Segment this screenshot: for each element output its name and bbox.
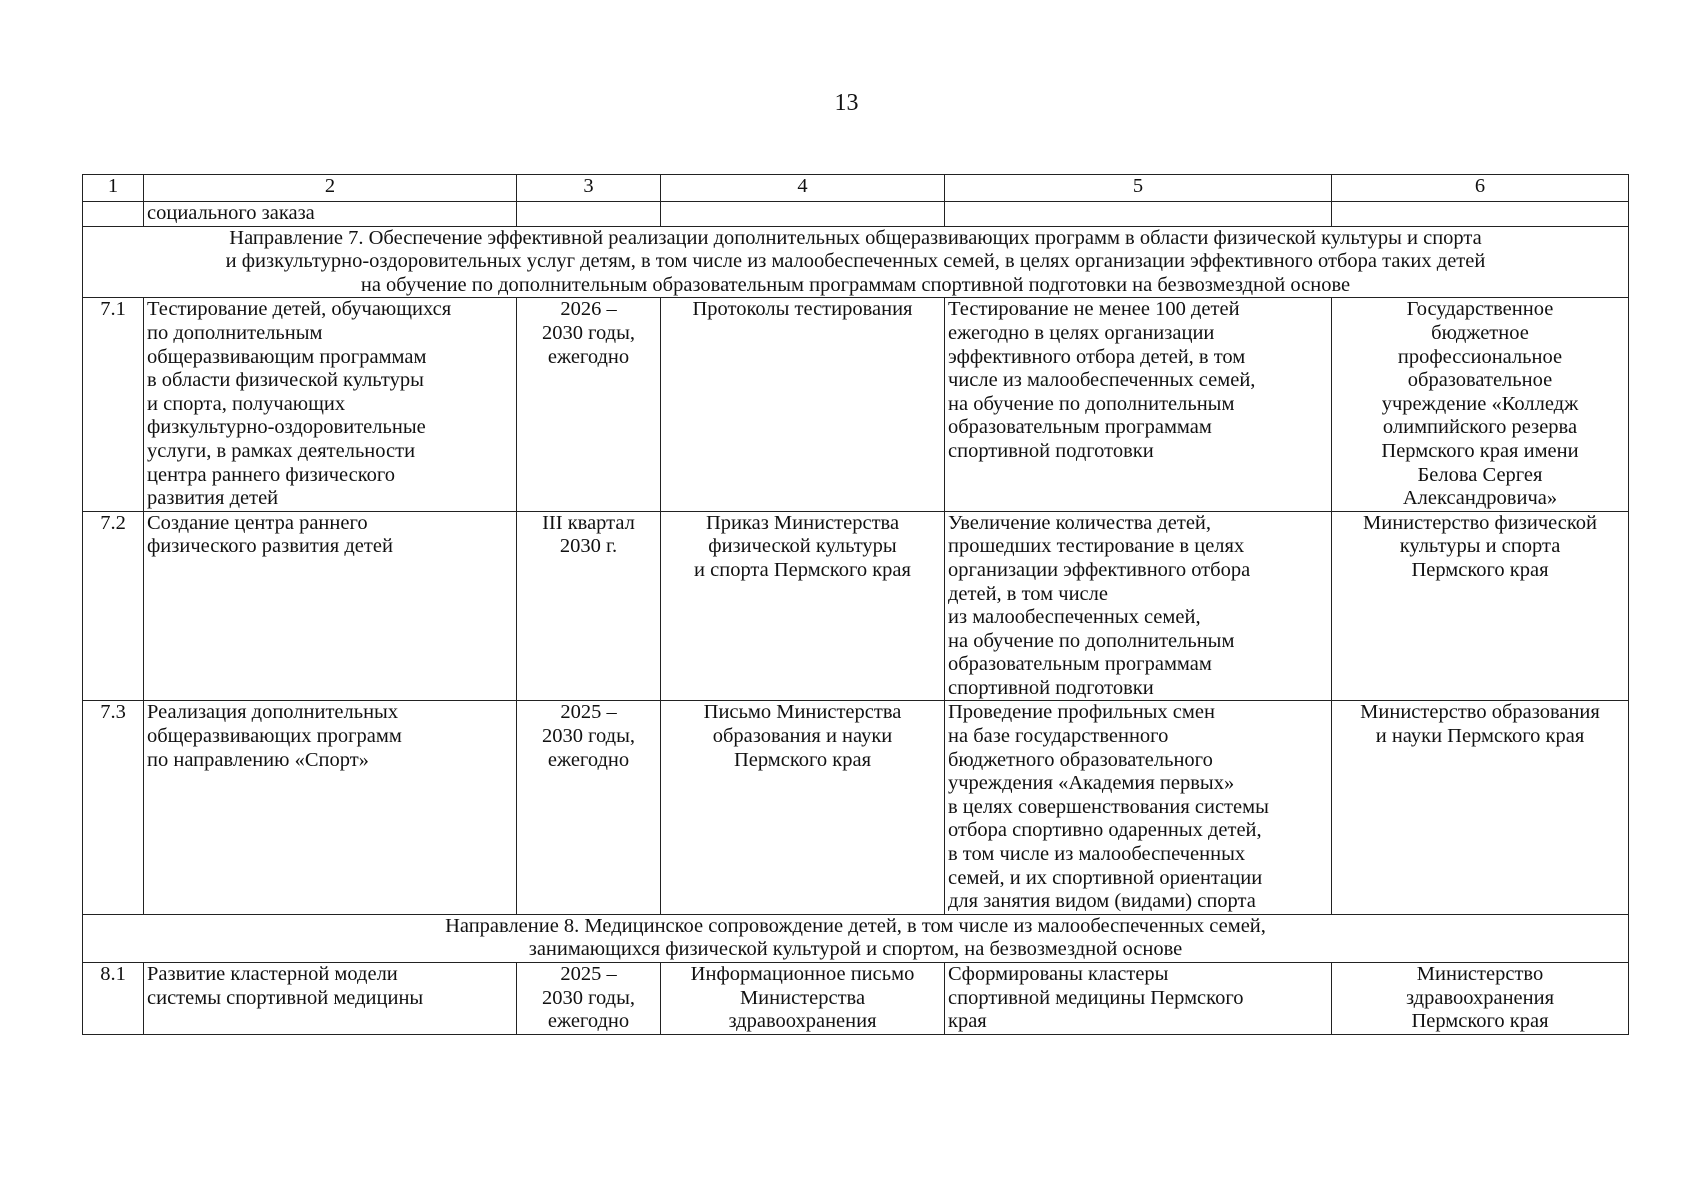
- column-number-1: 1: [83, 175, 144, 202]
- column-number-3: 3: [517, 175, 661, 202]
- period-cell: 2025 – 2030 годы, ежегодно: [517, 701, 661, 914]
- section-heading-direction-7: Направление 7. Обеспечение эффективной реализации дополнительных общеразвивающих программ в области физической культуры и спорта и физкультурно-оздоровительных услуг детям, в том числе из малообеспеченных семей, в целях организации эффективного отбора таких детей на обучение по дополнительным образовательным программам спортивной подготовки на безвозмездной основе: [83, 226, 1629, 298]
- result-cell: Увеличение количества детей, прошедших тестирование в целях организации эффективного отбора детей, в том числе из малообеспеченных семей, на обучение по дополнительным образовательным программам спортивной подготовки: [945, 511, 1332, 701]
- column-number-4: 4: [661, 175, 945, 202]
- row-number: 8.1: [83, 963, 144, 1035]
- document-cell: Протоколы тестирования: [661, 298, 945, 511]
- table-row: [83, 298, 1629, 511]
- document-cell: Информационное письмо Министерства здравоохранения: [661, 963, 945, 1035]
- responsible-cell: Государственное бюджетное профессиональное образовательное учреждение «Колледж олимпийского резерва Пермского края имени Белова Сергея Александровича»: [1332, 298, 1629, 511]
- section-heading-direction-8: Направление 8. Медицинское сопровождение детей, в том числе из малообеспеченных семей, занимающихся физической культурой и спортом, на безвозмездной основе: [83, 914, 1629, 962]
- table-row: [83, 701, 1629, 914]
- result-cell: Сформированы кластеры спортивной медицины Пермского края: [945, 963, 1332, 1035]
- responsible-cell: Министерство здравоохранения Пермского края: [1332, 963, 1629, 1035]
- table-row: [83, 963, 1629, 1035]
- table-row: [83, 511, 1629, 701]
- period-cell: 2025 – 2030 годы, ежегодно: [517, 963, 661, 1035]
- measures-table: [82, 174, 1629, 1035]
- document-cell: Приказ Министерства физической культуры и спорта Пермского края: [661, 511, 945, 701]
- row-number: 7.2: [83, 511, 144, 701]
- column-number-6: 6: [1332, 175, 1629, 202]
- document-cell: Письмо Министерства образования и науки Пермского края: [661, 701, 945, 914]
- activity-cell: Развитие кластерной модели системы спортивной медицины: [144, 963, 517, 1035]
- result-cell: Тестирование не менее 100 детей ежегодно в целях организации эффективного отбора детей, в том числе из малообеспеченных семей, на обучение по дополнительным образовательным программам спортивной подготовки: [945, 298, 1332, 511]
- column-numbers-row: [83, 175, 1629, 202]
- continuation-activity: социального заказа: [144, 202, 517, 227]
- result-cell: Проведение профильных смен на базе государственного бюджетного образовательного учреждения «Академия первых» в целях совершенствования системы отбора спортивно одаренных детей, в том числе из малообеспеченных семей, и их спортивной ориентации для занятия видом (видами) спорта: [945, 701, 1332, 914]
- activity-cell: Тестирование детей, обучающихся по дополнительным общеразвивающим программам в области физической культуры и спорта, получающих физкультурно-оздоровительные услуги, в рамках деятельности центра раннего физического развития детей: [144, 298, 517, 511]
- period-cell: III квартал 2030 г.: [517, 511, 661, 701]
- row-number: 7.3: [83, 701, 144, 914]
- period-cell: 2026 – 2030 годы, ежегодно: [517, 298, 661, 511]
- responsible-cell: Министерство образования и науки Пермского края: [1332, 701, 1629, 914]
- column-number-5: 5: [945, 175, 1332, 202]
- activity-cell: Создание центра раннего физического развития детей: [144, 511, 517, 701]
- activity-cell: Реализация дополнительных общеразвивающих программ по направлению «Спорт»: [144, 701, 517, 914]
- column-number-2: 2: [144, 175, 517, 202]
- row-number: 7.1: [83, 298, 144, 511]
- responsible-cell: Министерство физической культуры и спорта Пермского края: [1332, 511, 1629, 701]
- continuation-row: [83, 202, 1629, 227]
- page-number: 13: [834, 90, 859, 116]
